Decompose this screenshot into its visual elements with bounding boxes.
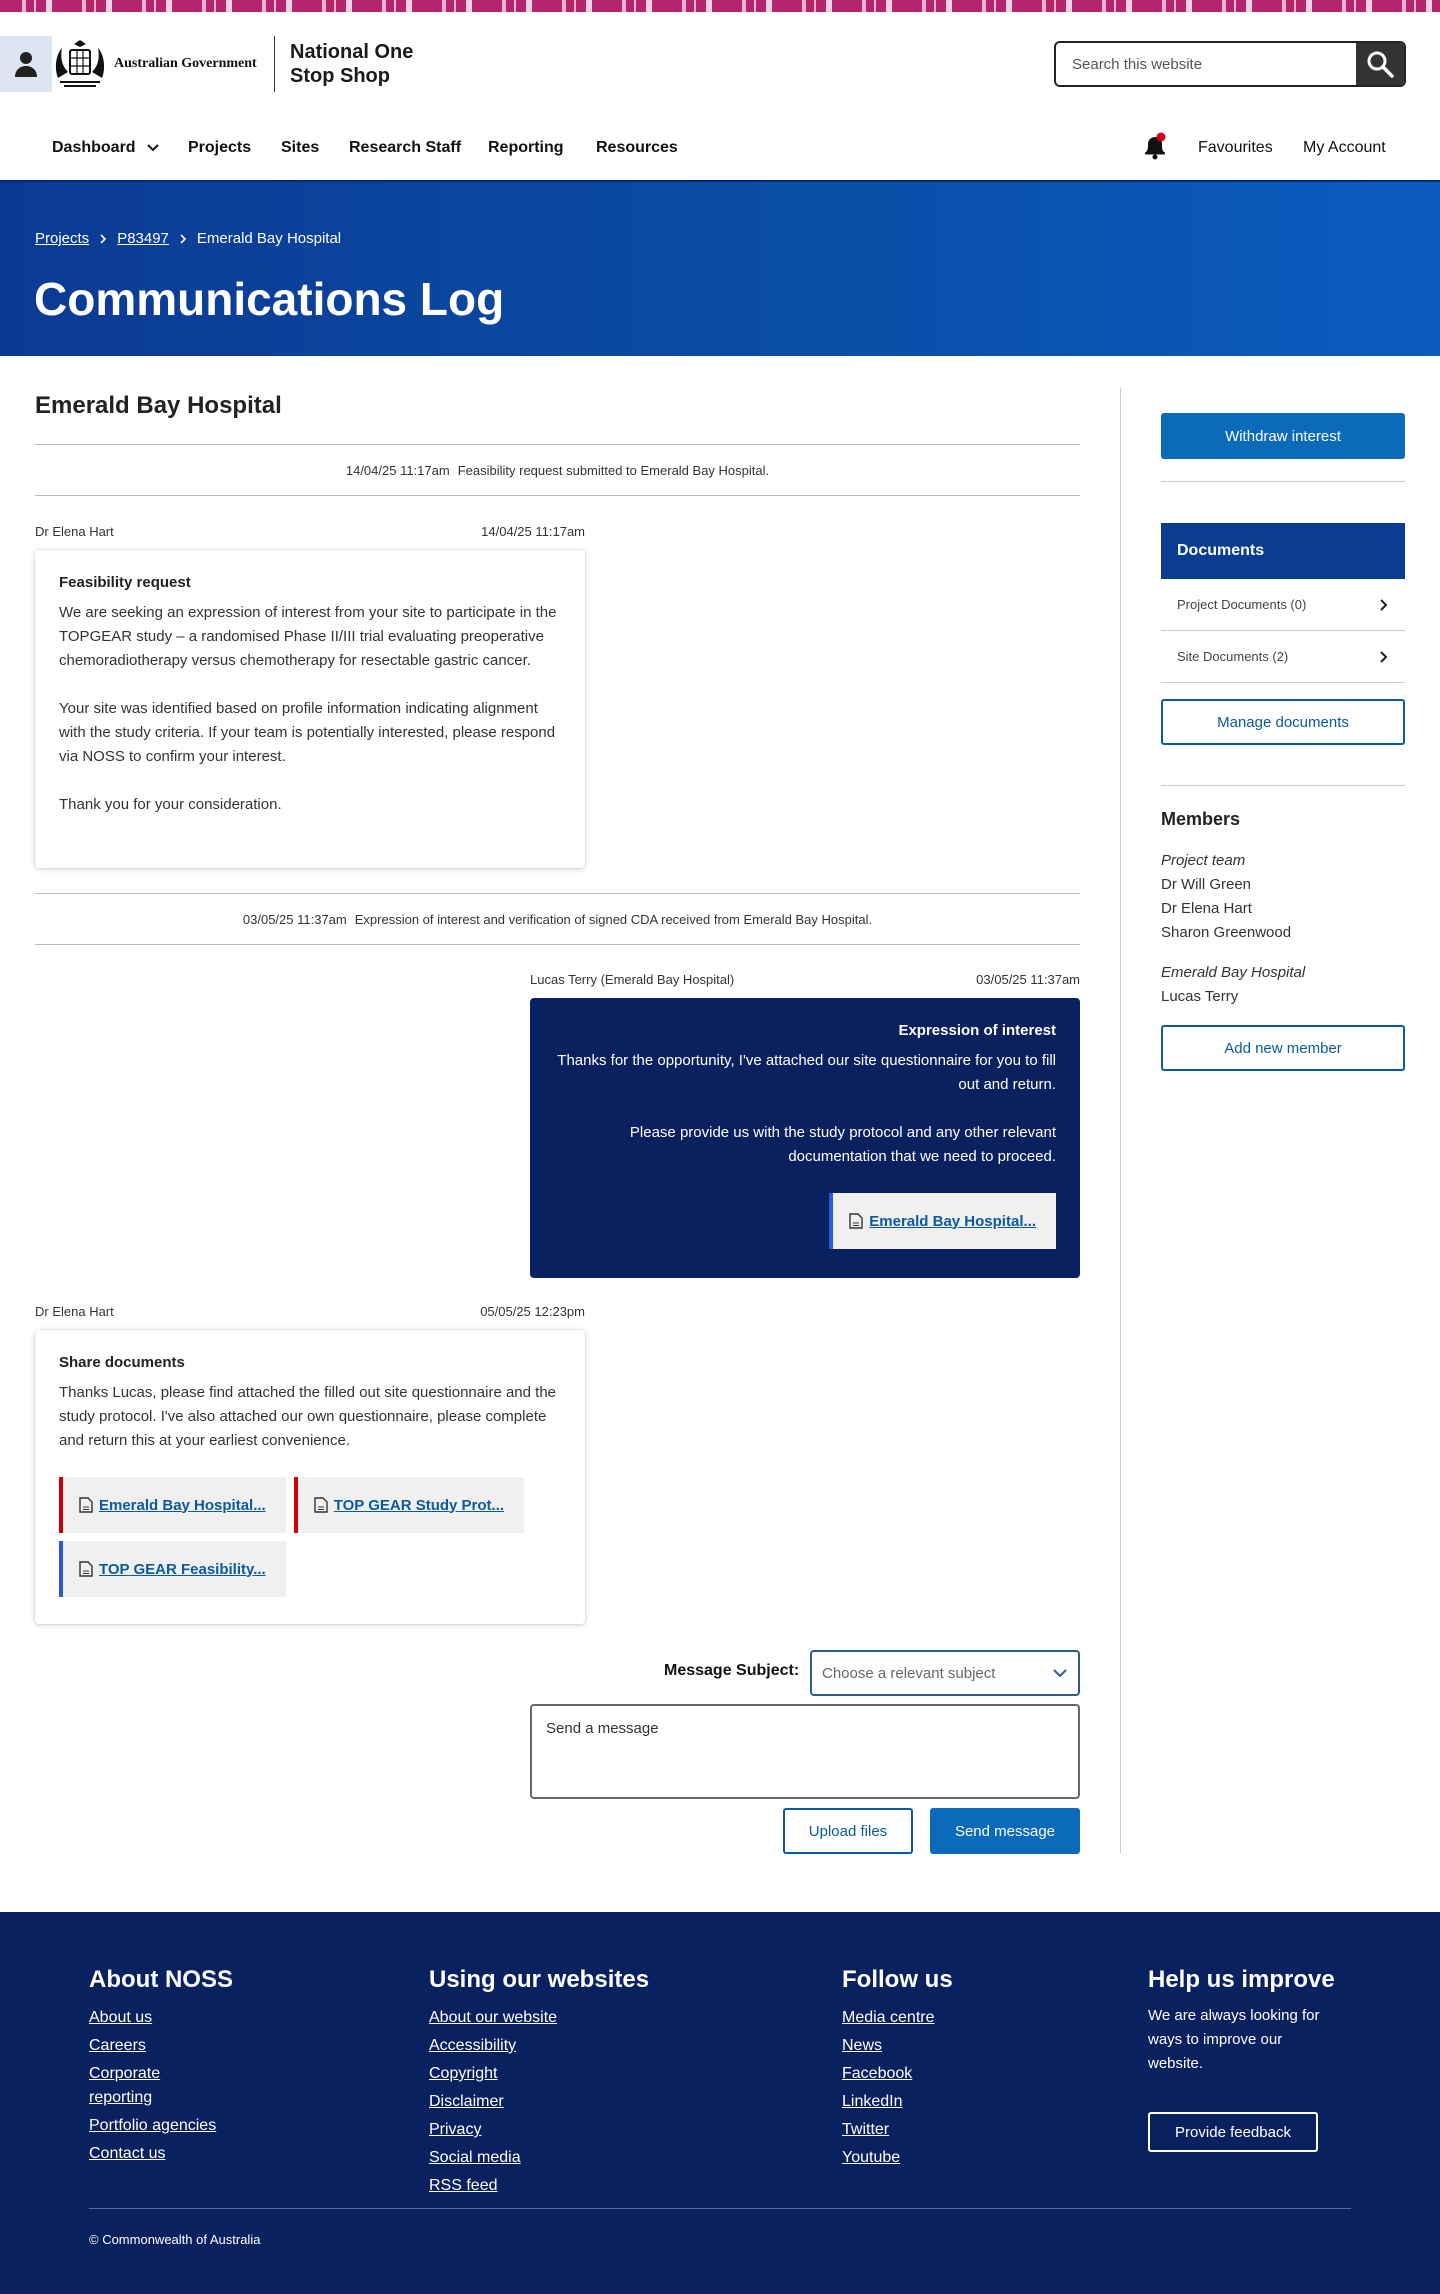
footer-link[interactable]: About us [89,2009,153,2026]
site-search [1054,41,1406,87]
government-crest-logo[interactable] [52,38,262,90]
message-paragraph: We are seeking an expression of interest from your site to participate in the TOPGEAR study – a randomised Phase II/III trial evaluating preoperative chemoradiotherapy versus chemotherapy for resectable gastric cancer. [59,604,557,669]
site-documents-link[interactable] [1161,631,1405,683]
member-name: Dr Elena Hart [1161,900,1252,917]
footer-link[interactable]: Social media [429,2149,521,2166]
add-member-button[interactable]: Add new member [1161,1025,1405,1071]
footer-follow [842,1966,953,2172]
event-text: Feasibility request submitted to Emerald Bay Hospital. [457,462,770,478]
message-time: 05/05/25 12:23pm [480,1304,585,1319]
attachment-name: TOP GEAR Feasibility... [99,1560,266,1578]
site-footer [0,1912,1440,2294]
footer-link[interactable]: Twitter [842,2121,890,2138]
system-event [35,893,1080,945]
footer-heading: Help us improve [1148,1966,1335,1993]
message-subject: Expression of interest [898,1022,1056,1039]
message-paragraph: Thank you for your consideration. [59,796,282,813]
nav-reporting-label: Reporting [488,139,564,156]
site-title: Emerald Bay Hospital [35,392,282,419]
chevron-down-icon [146,143,160,153]
doc-link-label: Project Documents (0) [1177,597,1307,612]
nav-projects[interactable] [188,116,251,180]
breadcrumb-current: Emerald Bay Hospital [196,230,342,247]
message-subject: Share documents [59,1354,185,1371]
pdf-file-icon [849,1213,863,1229]
chevron-right-icon [179,234,187,244]
footer-heading: About NOSS [89,1966,233,1993]
upload-files-button[interactable]: Upload files [783,1808,913,1854]
attachment-name: TOP GEAR Study Prot... [333,1496,505,1514]
brand-stripe [0,0,1440,12]
subject-select[interactable] [810,1650,1080,1696]
attachment-name: Emerald Bay Hospital... [869,1212,1036,1230]
message-input-placeholder: Send a message [546,1720,659,1737]
pdf-file-icon [79,1561,93,1577]
provide-feedback-button[interactable]: Provide feedback [1148,2112,1318,2152]
breadcrumb-projects[interactable]: Projects [35,230,90,247]
footer-link[interactable]: Careers [89,2037,146,2054]
divider [1161,785,1405,786]
message-author: Lucas Terry (Emerald Bay Hospital) [530,972,735,987]
message-paragraph: Your site was identified based on profile information indicating alignment with the study criteria. If your team is potentially interested, please respond via NOSS to confirm your interest. [59,700,556,765]
system-event [35,444,1080,496]
footer-link[interactable]: RSS feed [429,2177,498,2194]
footer-link[interactable]: Facebook [842,2065,913,2082]
nav-dashboard-label: Dashboard [52,139,136,156]
nav-research-staff[interactable] [349,116,461,180]
nav-research-staff-label: Research Staff [349,139,462,156]
member-name: Lucas Terry [1161,988,1239,1005]
attachment-link[interactable] [829,1193,1056,1249]
page-hero [0,180,1440,356]
message-meta [35,1304,585,1319]
message-card [35,1330,585,1624]
nav-sites[interactable] [281,116,319,180]
subject-select-value: Choose a relevant subject [822,1664,996,1682]
nav-dashboard[interactable] [52,116,160,180]
footer-link[interactable]: Accessibility [429,2037,517,2054]
message-card-reply [530,998,1080,1278]
header-divider [274,36,275,92]
pdf-file-icon [79,1497,93,1513]
search-icon [1366,50,1394,78]
copyright: © Commonwealth of Australia [89,2232,261,2247]
message-subject: Feasibility request [59,574,191,591]
message-paragraph: Please provide us with the study protocol and any other relevant documentation that we need to proceed. [629,1124,1056,1165]
footer-link[interactable]: Copyright [429,2065,498,2082]
footer-link[interactable]: Media centre [842,2009,935,2026]
bell-icon [1142,132,1168,160]
footer-about [89,1966,233,2168]
site-name[interactable]: National One Stop Shop [290,41,414,87]
message-time: 14/04/25 11:17am [481,524,585,539]
member-name: Dr Will Green [1161,876,1252,893]
footer-help-text: We are always looking for ways to improve our website. [1148,2007,1320,2072]
message-paragraph: Thanks for the opportunity, I've attached our site questionnaire for you to fill out and return. [557,1052,1056,1093]
chevron-right-icon [1379,650,1389,664]
event-time: 14/04/25 11:17am [345,462,450,478]
members-heading: Members [1161,809,1241,829]
nav-resources-label: Resources [596,139,678,156]
send-message-button[interactable]: Send message [930,1808,1080,1854]
footer-help [1148,1966,1348,2076]
divider [1161,481,1405,482]
user-menu-button[interactable] [0,36,52,92]
footer-link[interactable]: News [842,2037,883,2054]
attachment-link[interactable] [294,1477,524,1533]
nav-my-account[interactable]: My Account [1303,139,1386,156]
message-meta [530,972,1080,987]
footer-link[interactable]: Disclaimer [429,2093,504,2110]
footer-link[interactable]: About our website [429,2009,558,2026]
event-time: 03/05/25 11:37am [242,911,347,927]
main-navigation [0,116,1440,180]
nav-resources[interactable] [596,116,678,180]
nav-favourites[interactable]: Favourites [1198,139,1273,156]
project-documents-link[interactable] [1161,579,1405,631]
nav-reporting[interactable] [488,116,564,180]
attachment-link[interactable] [59,1541,286,1597]
breadcrumb-project-id[interactable]: P83497 [117,230,169,247]
message-author: Dr Elena Hart [35,524,114,539]
footer-using [429,1966,649,2200]
message-author: Dr Elena Hart [35,1304,114,1319]
member-group-name: Project team [1161,852,1246,869]
message-time: 03/05/25 11:37am [976,972,1080,987]
chevron-right-icon [99,234,107,244]
message-card [35,550,585,868]
attachment-link[interactable] [59,1477,286,1533]
notifications-button[interactable] [1142,132,1168,160]
chevron-right-icon [1379,598,1389,612]
message-paragraph: Thanks Lucas, please find attached the filled out site questionnaire and the study protocol. I've also attached our own questionnaire, please complete and return this at your earliest convenience. [59,1384,556,1449]
sidebar-divider [1120,388,1121,1853]
site-header [0,12,1440,116]
footer-link[interactable]: Youtube [842,2149,901,2166]
government-name: Australian Government [114,56,257,71]
search-button[interactable] [1356,43,1404,85]
withdraw-interest-button[interactable]: Withdraw interest [1161,413,1405,459]
message-input[interactable] [530,1704,1080,1799]
event-text: Expression of interest and verification of signed CDA received from Emerald Bay Hospital. [354,911,873,927]
footer-link[interactable]: Portfolio agencies [89,2117,217,2134]
documents-heading: Documents [1161,523,1405,579]
message-meta [35,524,585,539]
doc-link-label: Site Documents (2) [1177,649,1289,664]
nav-projects-label: Projects [188,139,252,156]
member-group [1161,961,1305,1009]
coat-of-arms-icon [52,38,108,90]
footer-heading: Using our websites [429,1966,650,1993]
search-input[interactable] [1056,43,1356,85]
member-group [1161,849,1291,945]
user-icon [14,51,38,77]
member-group-name: Emerald Bay Hospital [1161,964,1306,981]
manage-documents-button[interactable]: Manage documents [1161,699,1405,745]
pdf-file-icon [314,1497,328,1513]
footer-link[interactable]: LinkedIn [842,2093,903,2110]
chevron-down-icon [1052,1668,1068,1678]
breadcrumb [35,230,341,247]
footer-link[interactable]: Corporate reporting [89,2065,161,2106]
member-name: Sharon Greenwood [1161,924,1292,941]
footer-link[interactable]: Contact us [89,2145,166,2162]
nav-sites-label: Sites [281,139,320,156]
attachment-name: Emerald Bay Hospital... [99,1496,266,1514]
footer-divider [89,2208,1351,2209]
footer-heading: Follow us [842,1966,953,1993]
footer-link[interactable]: Privacy [429,2121,482,2138]
subject-label: Message Subject: [664,1662,800,1679]
page-title: Communications Log [34,273,505,325]
